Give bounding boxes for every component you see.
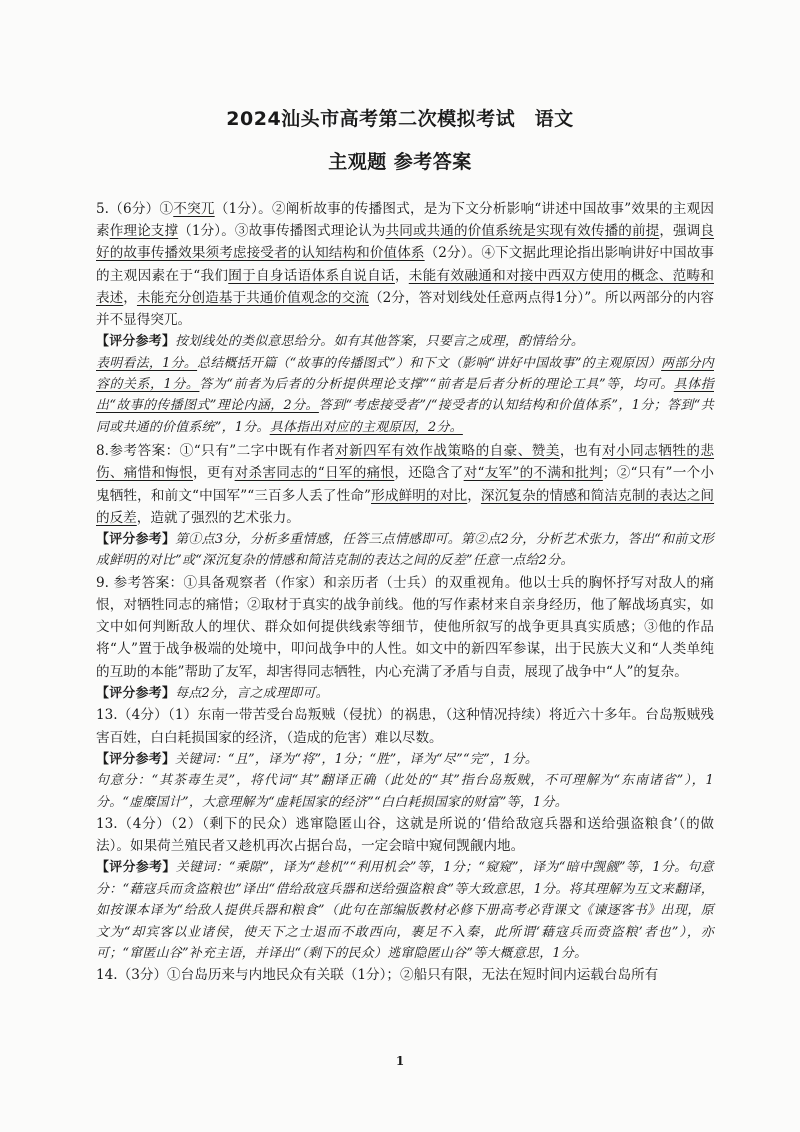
q8-key-point: 对“友军”的不满和批判	[463, 465, 603, 482]
q9-scoring-note	[96, 683, 714, 704]
q13-1-sentence-note: 句意分：“其茶毒生灵”，将代词“其”翻译正确（此处的“其”指台岛叛贼，不可理解为“东南诸省”），1分。“虚糜国计”，大意理解为“虚耗国家的经济”“白白耗损国家的财富”等，1分。	[96, 773, 714, 810]
q13-2-scoring-note	[96, 857, 714, 964]
q8-text: ，也有	[559, 443, 603, 460]
q13-1-answer: 13.（4分）（1）东南一带苦受台岛叛贼（侵扰）的祸患，（这种情况持续）将近六十多年。台岛叛贼残害百姓，白白耗损国家的经济，（造成的危害）难以尽数。	[96, 707, 714, 746]
q5-note-text: 总结概括开篇（“故事的传播图式”）和下文（影响“讲好中国故事”的主观原因）	[197, 355, 662, 371]
q8-key-point: 对杀害同志的“日军的痛恨	[234, 465, 395, 482]
q8-key-point: 形成鲜明的对比	[371, 487, 468, 504]
q5-text: ，	[394, 267, 409, 284]
scoring-tag: 【评分参考】	[96, 860, 176, 876]
q5-scoring-note	[96, 331, 714, 352]
q5-answer	[96, 198, 714, 331]
q5-text: ，强调	[659, 223, 701, 240]
q13-2-note-text: 关键词：“乘隙”，译为“趁机”“利用机会”等，1分；“窥窥”，译为“暗中觊觎”等，1分。句意分：“藉寇兵而贪盗粮也”译出“借给敌寇兵器和送给强盗粮食”等大致意思，1分。将其理解为互文来翻译，如按课本译为“给敌人提供兵器和粮食”（此句在部编版教材必修下册高考必背课文《谏逐客书》出现，原文为“却宾客以业诸侯，使天下之士退而不敢西向，裹足不入秦，此所谓‘藉寇兵而赍盗粮’者也”），亦可；“窜匿山谷”补充主语，并译出“（剩下的民众）逃窜隐匿山谷”等大概意思，1分。	[96, 860, 714, 961]
scoring-tag: 【评分参考】	[96, 685, 176, 701]
q5-note-key: 具体指出“故事的传播图式”理论内涵，2分。	[96, 377, 714, 414]
q8-key-point: 对小同志牺牲的悲伤、痛惜和悔恨	[96, 443, 715, 482]
q8-text: ，	[467, 487, 481, 504]
q8-key-point: 深沉复杂的情感和简洁克制的表达之间的反差	[96, 487, 715, 526]
q5-text: ，	[123, 289, 137, 306]
q8-key-point: 对新四军有效作战策略的自豪、赞美	[335, 443, 560, 460]
q5-key-point: 良好的故事传播效果须考虑接受者的认知结构和价值体系	[96, 223, 715, 262]
answer-body	[96, 198, 714, 987]
q9-note-text: 每点2分，言之成理即可。	[175, 685, 329, 701]
q8-answer	[96, 440, 714, 529]
q8-text: ，造就了强烈的艺术张力。	[136, 509, 300, 526]
q5-text: 5.（6分）①	[96, 201, 174, 217]
q8-note-text: 第①点3分，分析多重情感，任答三点情感即可。第②点2分，分析艺术张力，答出“和前文形成鲜明的对比”或“深沉复杂的情感和简洁克制的表达之间的反差”任意一点给2分。	[96, 532, 714, 569]
q13-1-scoring-note	[96, 749, 714, 770]
q5-key-point: 囿于自身话语体系自说自话	[228, 267, 395, 284]
q5-note-key: 表明看法，1分。	[96, 355, 198, 371]
scoring-tag: 【评分参考】	[96, 532, 176, 548]
q5-note-text: 答到“考虑接受者”/“接受者的认知结构和价值体系”，1分；答到“共同或共通的价值系统”，1分。	[96, 398, 715, 435]
q5-key-point: 未能充分创造基于共通价值观念的交流	[136, 289, 369, 306]
q5-text: （2分）。④下文据此理论指出影响讲好中国故事的主观因素在于“我们	[96, 245, 714, 284]
q5-text: （2分，答对划线处任意两点得1分）”。所以两部分的内容并不显得突兀。	[96, 289, 715, 329]
q8-text: ，还隐含了	[394, 465, 464, 482]
q8-text: ；②“只有”一个小鬼牺牲，和前文“中国军”“三百多人丢了性命”	[96, 465, 715, 504]
q5-key-point: 未能有效融通和对接中西双方使用的概念、范畴和表述	[96, 267, 715, 306]
q8-text: ，更有	[193, 465, 235, 482]
q9-answer: 9. 参考答案：①具备观察者（作家）和亲历者（士兵）的双重视角。他以士兵的胸怀抒写对敌人的痛恨，对牺牲同志的痛惜；②取材于真实的战争前线。他的写作素材来自亲身经历，他了解战场真实，如文中如何判断敌人的埋伏、群众如何提供线索等细节，使他所叙写的战争更具真实质感；③他的作品将“人”置于战争极端的处境中，叩问战争中的人性。如文中的新四军参谋，出于民族大义和“人类单纯的互助的本能”帮助了友军，却害得同志牺牲，内心充满了矛盾与自责，展现了战争中“人”的复杂。	[96, 574, 714, 680]
document-title: 2024汕头市高考第二次模拟考试 语文	[226, 108, 574, 130]
q5-key-point: 作理论支撑	[109, 223, 179, 240]
scoring-tag: 【评分参考】	[96, 751, 176, 767]
scoring-tag: 【评分参考】	[96, 334, 176, 350]
q5-key-point: 共同或共通的价值系统是实现有效传播的前提	[385, 223, 660, 240]
document-subtitle: 主观题 参考答案	[328, 151, 472, 173]
q13-2-answer: 13.（4分）（2）（剩下的民众）逃窜隐匿山谷，这就是所说的‘借给敌寇兵器和送给强盗粮食’（的做法）。如果荷兰殖民者又趁机再次占据台岛，一定会暗中窥伺觊觎内地。	[96, 815, 714, 855]
q8-scoring-note	[96, 529, 714, 572]
page-number: 1	[395, 1054, 405, 1068]
q14-answer: 14.（3分）①台岛历来与内地民众有关联（1分）；②船只有限，无法在短时间内运载台岛所有	[96, 967, 659, 984]
q8-text: 8.参考答案：①“只有”二字中既有作者	[96, 443, 336, 460]
q5-note-text: 按划线处的类似意思给分。如有其他答案，只要言之成理，酌情给分。	[175, 334, 585, 350]
q5-note-key: 具体指出对应的主观原因，2分。	[269, 419, 463, 435]
q5-note-text: 答为“前者为后者的分析提供理论支撑”“前者是后者分析的理论工具”等，均可。	[199, 377, 674, 393]
q5-note-key: 两部分内容的关系，1分。	[96, 355, 714, 393]
q13-1-note-text: 关键词：“且”，译为“将”，1分；“胜”，译为“尽”“完”，1分。	[175, 751, 539, 767]
q5-key-point: 不突兀	[173, 201, 215, 217]
q5-text: （1分）。③故事传播图式理论认为	[178, 223, 386, 240]
q5-scoring-detail	[96, 353, 714, 439]
q5-text: （1分）。②阐析故事的传播图式，是为下文分析影响“讲述中国故事”效果的主观因素	[96, 201, 715, 240]
